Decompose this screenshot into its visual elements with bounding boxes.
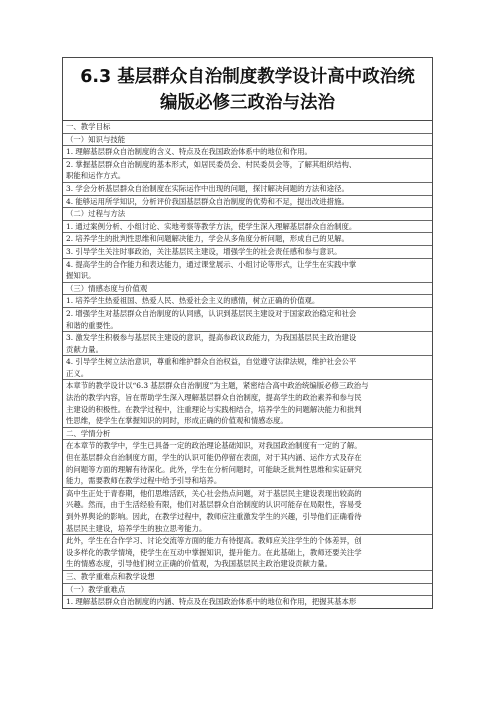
table-row <box>63 596 432 608</box>
row-text-line: 生的情感态度，引导他们树立正确的价值观，为我国基层民主政治建设贡献力量。 <box>66 559 333 569</box>
table-row <box>63 208 432 221</box>
table-row <box>63 440 432 487</box>
table-row <box>63 259 432 283</box>
row-text-line: 1. 通过案例分析、小组讨论、实地考察等教学方法，使学生深入理解基层群众自治制度。 <box>66 221 357 231</box>
row-text-line: 4. 引导学生树立法治意识，尊重和维护群众自治权益，自觉遵守法律法规，维护社会公平 <box>66 357 357 367</box>
row-text-line: 高中生正处于青春期，他们思维活跃，关心社会热点问题，对于基层民主建设表现出较高的 <box>66 488 362 498</box>
table-row <box>63 146 432 159</box>
row-text-line: 但在基层群众自治制度方面，学生的认识可能仍停留在表面，对于其内涵、运作方式及存在 <box>66 453 362 463</box>
table-row <box>63 428 432 441</box>
row-text-line: 1. 理解基层群众自治制度的含义、特点及在我国政治体系中的地位和作用。 <box>66 147 312 157</box>
row-text-line: （一）教学重难点 <box>66 584 126 594</box>
row-text-line: 3. 激发学生积极参与基层民主建设的意识，提高参政议政能力，为我国基层民主政治建设 <box>66 333 357 343</box>
row-text-line: 1. 理解基层群众自治制度的内涵、特点及在我国政治体系中的地位和作用，把握其基本形 <box>66 597 357 607</box>
row-text-line: 能力，需要教师在教学过程中给予引导和培养。 <box>66 476 222 486</box>
row-text-line: 4. 提高学生的合作能力和表达能力，通过课堂展示、小组讨论等形式，让学生在实践中掌 <box>66 259 357 269</box>
row-text-line: 2. 培养学生的批判性思维和问题解决能力，学会从多角度分析问题，形成自己的见解。 <box>66 234 349 244</box>
row-text-line: 3. 引导学生关注时事政治，关注基层民主建设，增强学生的社会责任感和参与意识。 <box>66 246 342 256</box>
row-text-line: 职能和运作方式。 <box>66 171 126 181</box>
row-text-line: 本章节的教学设计以“6.3 基层群众自治制度”为主题，紧密结合高中政治统编版必修三政治与 <box>66 381 369 391</box>
page-title-line-1: 6.3 基层群众自治制度教学设计高中政治统 <box>80 67 415 87</box>
row-text-line: 一、教学目标 <box>66 122 111 131</box>
row-text-line: 三、教学重难点和教学设想 <box>66 571 155 581</box>
row-text-line: （二）过程与方法 <box>66 209 126 219</box>
table-row <box>63 308 432 332</box>
table-row <box>63 196 432 209</box>
row-text-line: 法治的教学内容，旨在帮助学生深入理解基层群众自治制度，提高学生的政治素养和参与民 <box>66 393 362 403</box>
row-text-line: （一）知识与技能 <box>66 134 126 144</box>
row-text-line: 2. 掌握基层群众自治制度的基本形式，如居民委员会、村民委员会等，了解其组织结构、 <box>66 159 357 169</box>
row-text-line: 和谐的重要性。 <box>66 320 118 330</box>
document-table <box>62 57 433 609</box>
table-row <box>63 121 432 134</box>
table-row <box>63 246 432 259</box>
row-text-line: 在本章节的教学中，学生已具备一定的政治理论基础知识，对我国政治制度有一定的了解。 <box>66 441 362 451</box>
row-text-line: 主建设的积极性。在教学过程中，注重理论与实践相结合，培养学生的问题解决能力和批判 <box>66 404 362 414</box>
row-text-line: （三）情感态度与价值观 <box>66 283 148 293</box>
row-text-line: 此外，学生在合作学习、讨论交流等方面的能力有待提高。教师应关注学生的个体差异，创 <box>66 536 362 546</box>
table-row <box>63 233 432 246</box>
page-title-line-2: 编版必修三政治与法治 <box>160 93 335 113</box>
row-text-line: 1. 培养学生热爱祖国、热爱人民、热爱社会主义的感情，树立正确的价值观。 <box>66 296 320 306</box>
table-row <box>63 159 432 183</box>
table-row <box>63 584 432 597</box>
table-row <box>63 134 432 147</box>
row-text-line: 4. 能够运用所学知识，分析评价我国基层群众自治制度的优势和不足，提出改进措施。 <box>66 196 349 206</box>
row-text-line: 二、学情分析 <box>66 428 111 438</box>
table-row <box>63 380 432 427</box>
row-text-line: 设多样化的教学情境，使学生在互动中掌握知识，提升能力。在此基础上，教师还要关注学 <box>66 547 362 557</box>
row-text-line: 的问题等方面的理解有待深化。此外，学生在分析问题时，可能缺乏批判性思维和实证研究 <box>66 464 362 474</box>
row-text-line: 性思维，使学生在掌握知识的同时，形成正确的价值观和情感态度。 <box>66 416 288 426</box>
table-row <box>63 356 432 380</box>
table-row <box>63 221 432 234</box>
table-row <box>63 295 432 308</box>
table-row <box>63 332 432 356</box>
table-row <box>63 571 432 584</box>
row-text-line: 正义。 <box>66 368 89 378</box>
row-text-line: 基层民主建设，培养学生的独立思考能力。 <box>66 523 207 533</box>
table-row <box>63 488 432 535</box>
row-text-line: 兴趣。然而，由于生活经验有限，他们对基层群众自治制度的认识可能存在局限性，容易受 <box>66 500 362 510</box>
row-text-line: 握知识。 <box>66 271 96 281</box>
row-text-line: 2. 增强学生对基层群众自治制度的认同感，认识到基层民主建设对于国家政治稳定和社会 <box>66 308 357 318</box>
row-text-line: 到外界舆论的影响。因此，在教学过程中，教师应注重激发学生的兴趣，引导他们正确看待 <box>66 512 362 521</box>
table-row <box>63 183 432 196</box>
table-row <box>63 535 432 571</box>
table-row <box>63 283 432 296</box>
content-rows <box>63 121 432 608</box>
row-text-line: 贡献力量。 <box>66 344 103 354</box>
row-text-line: 3. 学会分析基层群众自治制度在实际运作中出现的问题，探讨解决问题的方法和途径。 <box>66 183 349 193</box>
title-cell <box>63 58 432 121</box>
